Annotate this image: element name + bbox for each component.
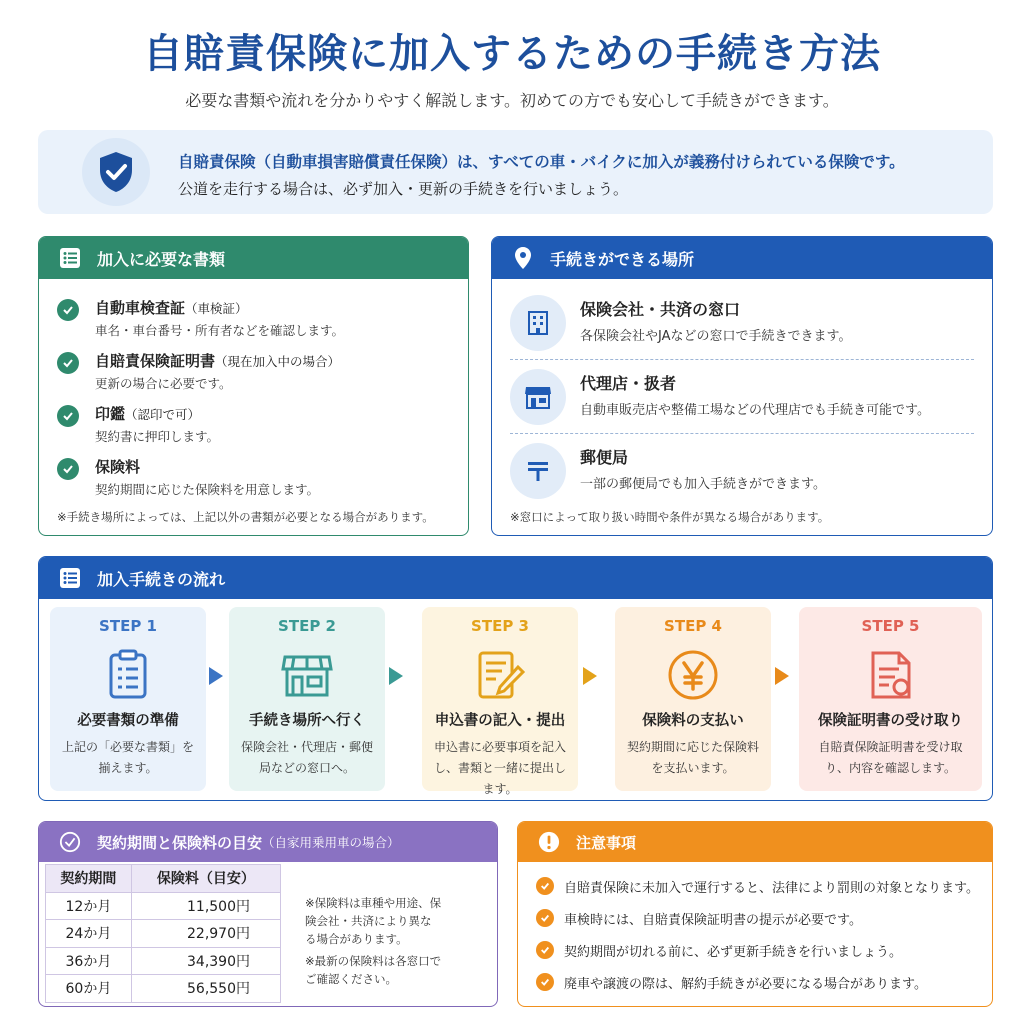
step-label: STEP 2 xyxy=(278,617,336,635)
terms-heading: 契約期間と保険料の目安 xyxy=(97,833,263,852)
step-title: 申込書の記入・提出 xyxy=(434,713,566,729)
caution-item xyxy=(536,972,976,994)
step-title: 手続き場所へ行く xyxy=(249,713,365,729)
arrow-icon xyxy=(209,667,223,685)
terms-heading-sub: （自家用乗用車の場合） xyxy=(262,835,400,850)
certificate-icon xyxy=(863,647,919,703)
terms-note-2 xyxy=(305,952,441,988)
place-title: 保険会社・共済の窓口 xyxy=(580,300,741,319)
caution-item xyxy=(536,908,976,930)
arrow-icon xyxy=(389,667,403,685)
premium-cell: 11,500円 xyxy=(131,892,280,920)
terms-card xyxy=(38,821,498,1007)
arrow-icon xyxy=(775,667,789,685)
period-cell: 12か月 xyxy=(46,892,132,920)
cautions-heading: 注意事項 xyxy=(576,833,637,852)
building-icon xyxy=(510,295,566,351)
note-line: る場合があります。 xyxy=(305,932,408,946)
note-line: ご確認ください。 xyxy=(305,972,397,986)
post-office-icon xyxy=(510,443,566,499)
document-sub: （認印で可） xyxy=(125,407,201,422)
places-heading: 手続きができる場所 xyxy=(550,249,695,269)
step-desc: 自賠責保険証明書を受け取り、内容を確認します。 xyxy=(818,740,963,775)
arrow-icon xyxy=(583,667,597,685)
yen-icon xyxy=(665,647,721,703)
caution-item xyxy=(536,876,979,898)
period-cell: 60か月 xyxy=(46,975,132,1003)
table-header-row xyxy=(46,865,281,893)
places-note: ※窓口によって取り扱い時間や条件が異なる場合があります。 xyxy=(510,510,830,524)
store-icon xyxy=(510,369,566,425)
step-5 xyxy=(799,607,982,791)
store-icon xyxy=(279,647,335,703)
step-4 xyxy=(615,607,771,791)
shield-check-icon xyxy=(82,138,150,206)
premium-cell: 56,550円 xyxy=(131,975,280,1003)
column-header: 契約期間 xyxy=(46,865,132,893)
step-desc: 契約期間に応じた保険料を支払います。 xyxy=(626,740,759,775)
flow-card xyxy=(38,556,993,801)
clipboard-icon xyxy=(100,647,156,703)
place-item xyxy=(510,365,974,437)
terms-note-1 xyxy=(305,894,441,948)
flow-header xyxy=(39,557,992,599)
document-title: 保険料 xyxy=(95,458,141,476)
step-desc: 上記の「必要な書類」を揃えます。 xyxy=(61,740,194,775)
documents-card xyxy=(38,236,469,536)
page-subtitle: 必要な書類や流れを分かりやすく解説します。初めての方でも安心して手続きができます。 xyxy=(185,91,839,110)
documents-note: ※手続き場所によっては、上記以外の書類が必要となる場合があります。 xyxy=(57,510,434,524)
step-1 xyxy=(50,607,206,791)
document-desc: 契約書に押印します。 xyxy=(95,429,220,444)
document-desc: 車名・車台番号・所有者などを確認します。 xyxy=(95,323,345,338)
divider xyxy=(510,433,974,434)
check-circle-icon xyxy=(59,831,81,853)
form-pen-icon xyxy=(472,647,528,703)
step-2 xyxy=(229,607,385,791)
document-title: 自賠責保険証明書 xyxy=(95,352,216,370)
caution-text: 自賠責保険に未加入で運行すると、法律により罰則の対象となります。 xyxy=(564,881,979,896)
place-desc: 各保険会社やJAなどの窓口で手続きできます。 xyxy=(580,329,852,344)
step-title: 保険料の支払い xyxy=(642,713,744,729)
places-header xyxy=(492,237,992,279)
list-icon xyxy=(59,567,81,589)
caution-text: 車検時には、自賠責保険証明書の提示が必要です。 xyxy=(564,913,862,928)
document-desc: 契約期間に応じた保険料を用意します。 xyxy=(95,482,320,497)
caution-text: 廃車や譲渡の際は、解約手続きが必要になる場合があります。 xyxy=(564,977,927,992)
premium-cell: 34,390円 xyxy=(131,947,280,975)
step-title: 必要書類の準備 xyxy=(77,713,179,729)
document-desc: 更新の場合に必要です。 xyxy=(95,376,232,391)
check-icon xyxy=(57,352,79,374)
premium-table xyxy=(45,864,281,1003)
step-label: STEP 4 xyxy=(664,617,722,635)
place-item xyxy=(510,291,974,363)
location-pin-icon xyxy=(512,247,534,269)
table-row xyxy=(46,975,281,1003)
step-title: 保険証明書の受け取り xyxy=(818,713,963,729)
page-title: 自賠責保険に加入するための手続き方法 xyxy=(143,31,881,77)
table-row xyxy=(46,892,281,920)
table-row xyxy=(46,947,281,975)
step-label: STEP 3 xyxy=(471,617,529,635)
premium-cell: 22,970円 xyxy=(131,920,280,948)
period-cell: 36か月 xyxy=(46,947,132,975)
step-label: STEP 5 xyxy=(861,617,920,635)
check-icon xyxy=(536,877,554,895)
document-title: 自動車検査証 xyxy=(95,299,186,317)
period-cell: 24か月 xyxy=(46,920,132,948)
check-icon xyxy=(57,405,79,427)
flow-heading: 加入手続きの流れ xyxy=(97,569,226,589)
terms-header xyxy=(39,822,497,862)
document-sub: （現在加入中の場合） xyxy=(215,354,341,369)
exclamation-icon xyxy=(538,831,560,853)
check-icon xyxy=(536,909,554,927)
note-line: ※最新の保険料は各窓口で xyxy=(305,954,442,968)
place-item xyxy=(510,439,974,511)
intro-banner xyxy=(38,130,993,214)
documents-header xyxy=(39,237,468,279)
check-icon xyxy=(536,973,554,991)
check-icon xyxy=(536,941,554,959)
document-sub: （車検証） xyxy=(185,301,248,316)
note-line: ※保険料は車種や用途、保 xyxy=(305,896,442,910)
cautions-card xyxy=(517,821,993,1007)
step-desc: 保険会社・代理店・郵便局などの窓口へ。 xyxy=(240,740,373,775)
place-title: 代理店・扱者 xyxy=(580,374,677,393)
intro-line2: 公道を走行する場合は、必ず加入・更新の手続きを行いましょう。 xyxy=(178,180,629,198)
column-header: 保険料（目安） xyxy=(131,865,280,893)
step-desc: 申込書に必要事項を記入し、書類と一緒に提出します。 xyxy=(433,740,566,796)
table-row xyxy=(46,920,281,948)
place-desc: 自動車販売店や整備工場などの代理店でも手続き可能です。 xyxy=(580,403,930,418)
step-label: STEP 1 xyxy=(99,617,157,635)
places-card xyxy=(491,236,993,536)
documents-heading: 加入に必要な書類 xyxy=(97,249,226,269)
intro-line1: 自賠責保険（自動車損害賠償責任保険）は、すべての車・バイクに加入が義務付けられている保険です。 xyxy=(178,153,905,171)
list-icon xyxy=(59,247,81,269)
caution-text: 契約期間が切れる前に、必ず更新手続きを行いましょう。 xyxy=(564,945,903,960)
document-title: 印鑑 xyxy=(95,405,126,423)
step-3 xyxy=(422,607,578,796)
place-desc: 一部の郵便局でも加入手続きができます。 xyxy=(580,477,826,492)
divider xyxy=(510,359,974,360)
place-title: 郵便局 xyxy=(580,448,629,467)
check-icon xyxy=(57,458,79,480)
note-line: 険会社・共済により異な xyxy=(305,914,432,928)
cautions-header xyxy=(518,822,992,862)
check-icon xyxy=(57,299,79,321)
caution-item xyxy=(536,940,976,962)
